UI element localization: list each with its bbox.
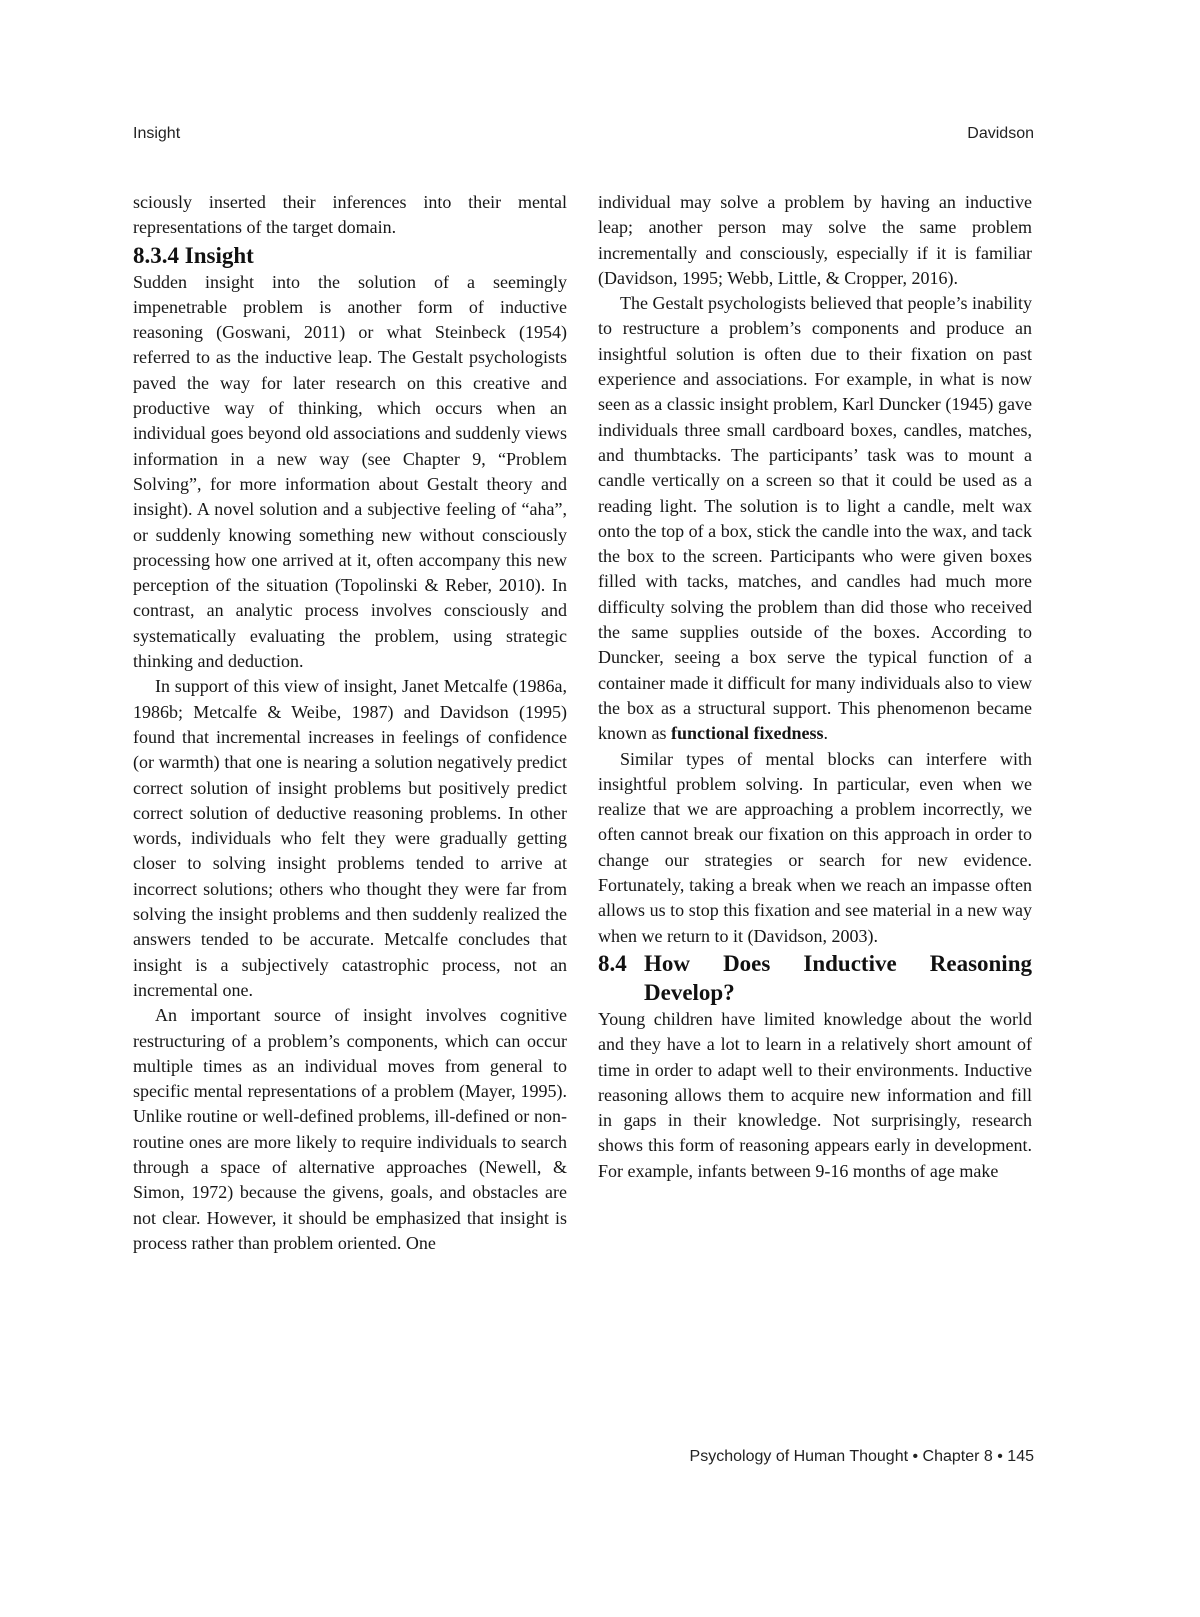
paragraph: In support of this view of insight, Janet Metcalfe (1986a, 1986b; Metcalfe & Weibe, 1987) and Davidson (1995) found that incremental increases in feelings of confidence (or warmth) that one is nearing a solution negatively predict correct solution of insight problems but positively predict correct solution of deductive reasoning problems. In other words, individuals who felt they were gradually getting closer to solving insight problems tended to arrive at incorrect solutions; others who thought they were far from solving the insight problems and then suddenly realized the answers tended to be accurate. Metcalfe concludes that insight is a subjectively catastrophic process, not an incremental one.: [133, 676, 567, 1000]
continued-paragraph: sciously inserted their inferences into their mental representations of the target domain.: [133, 192, 567, 238]
section-number: 8.4: [598, 950, 627, 976]
section-title: How Does Inductive Reasoning Develop?: [644, 950, 1032, 1005]
running-head-left: Insight: [133, 125, 181, 142]
section-heading-8-4: [598, 949, 1032, 1007]
right-column: [598, 190, 1032, 1184]
paragraph-text: .: [823, 723, 829, 744]
section-heading-8-3-4: 8.3.4 Insight: [133, 242, 254, 268]
paragraph: Similar types of mental blocks can interfere with insightful problem solving. In particular, even when we realize that we are approaching a problem incorrectly, we often cannot break our fixation on this approach in order to change our strategies or search for new evidence. Fortunately, taking a break when we reach an impasse often allows us to stop this fixation and see material in a new way when we return to it (Davidson, 2003).: [598, 748, 1032, 946]
left-column: [133, 190, 567, 1256]
key-term: functional fixedness: [671, 723, 824, 744]
paragraph: Young children have limited knowledge about the world and they have a lot to learn in a relatively short amount of time in order to adapt well to their environments. Inductive reasoning allows them to acquire new information and fill in gaps in their knowledge. Not surprisingly, research shows this form of reasoning appears early in development. For example, infants between 9-16 months of age make: [598, 1008, 1032, 1181]
page-footer: Psychology of Human Thought • Chapter 8 • 145: [689, 1448, 1034, 1465]
paragraph: An important source of insight involves cognitive restructuring of a problem’s components, which can occur multiple times as an individual moves from general to specific mental representations of a problem (Mayer, 1995). Unlike routine or well-defined problems, ill-defined or non-routine ones are more likely to require individuals to search through a space of alternative approaches (Newell, & Simon, 1972) because the givens, goals, and obstacles are not clear. However, it should be emphasized that insight is process rather than problem oriented. One: [133, 1005, 567, 1253]
paragraph: [598, 291, 1032, 746]
paragraph: Sudden insight into the solution of a seemingly impenetrable problem is another form of inductive reasoning (Goswani, 2011) or what Steinbeck (1954) referred to as the inductive leap. The Gestalt psychologists paved the way for later research on this creative and productive way of thinking, which occurs when an individual goes beyond old associations and suddenly views information in a new way (see Chapter 9, “Problem Solving”, for more information about Gestalt theory and insight). A novel solution and a subjective feeling of “aha”, or suddenly knowing something new without consciously processing how one arrived at it, often accompany this new perception of the situation (Topolinski & Reber, 2010). In contrast, an analytic process involves consciously and systematically evaluating the problem, using strategic thinking and deduction.: [133, 271, 567, 672]
running-head-right: Davidson: [967, 125, 1034, 142]
paragraph-text: The Gestalt psychologists believed that people’s inability to restructure a problem’s components and produce an insightful solution is often due to their fixation on past experience and associations. For example, in what is now seen as a classic insight problem, Karl Duncker (1945) gave individuals three small cardboard boxes, candles, matches, and thumbtacks. The participants’ task was to mount a candle vertically on a screen so that it could be used as a reading light. The solution is to light a candle, melt wax onto the top of a box, stick the candle into the wax, and tack the box to the screen. Participants who were given boxes filled with tacks, matches, and candles had much more difficulty solving the problem than did those who received the same supplies outside of the boxes. According to Duncker, seeing a box serve the typical function of a container made it difficult for many individuals also to view the box as a structural support. This phenomenon became known as: [598, 293, 1032, 744]
continued-paragraph: individual may solve a problem by having an inductive leap; another person may solve the same problem incrementally and consciously, especially if it is familiar (Davidson, 1995; Webb, Little, & Cropper, 2016).: [598, 192, 1032, 288]
